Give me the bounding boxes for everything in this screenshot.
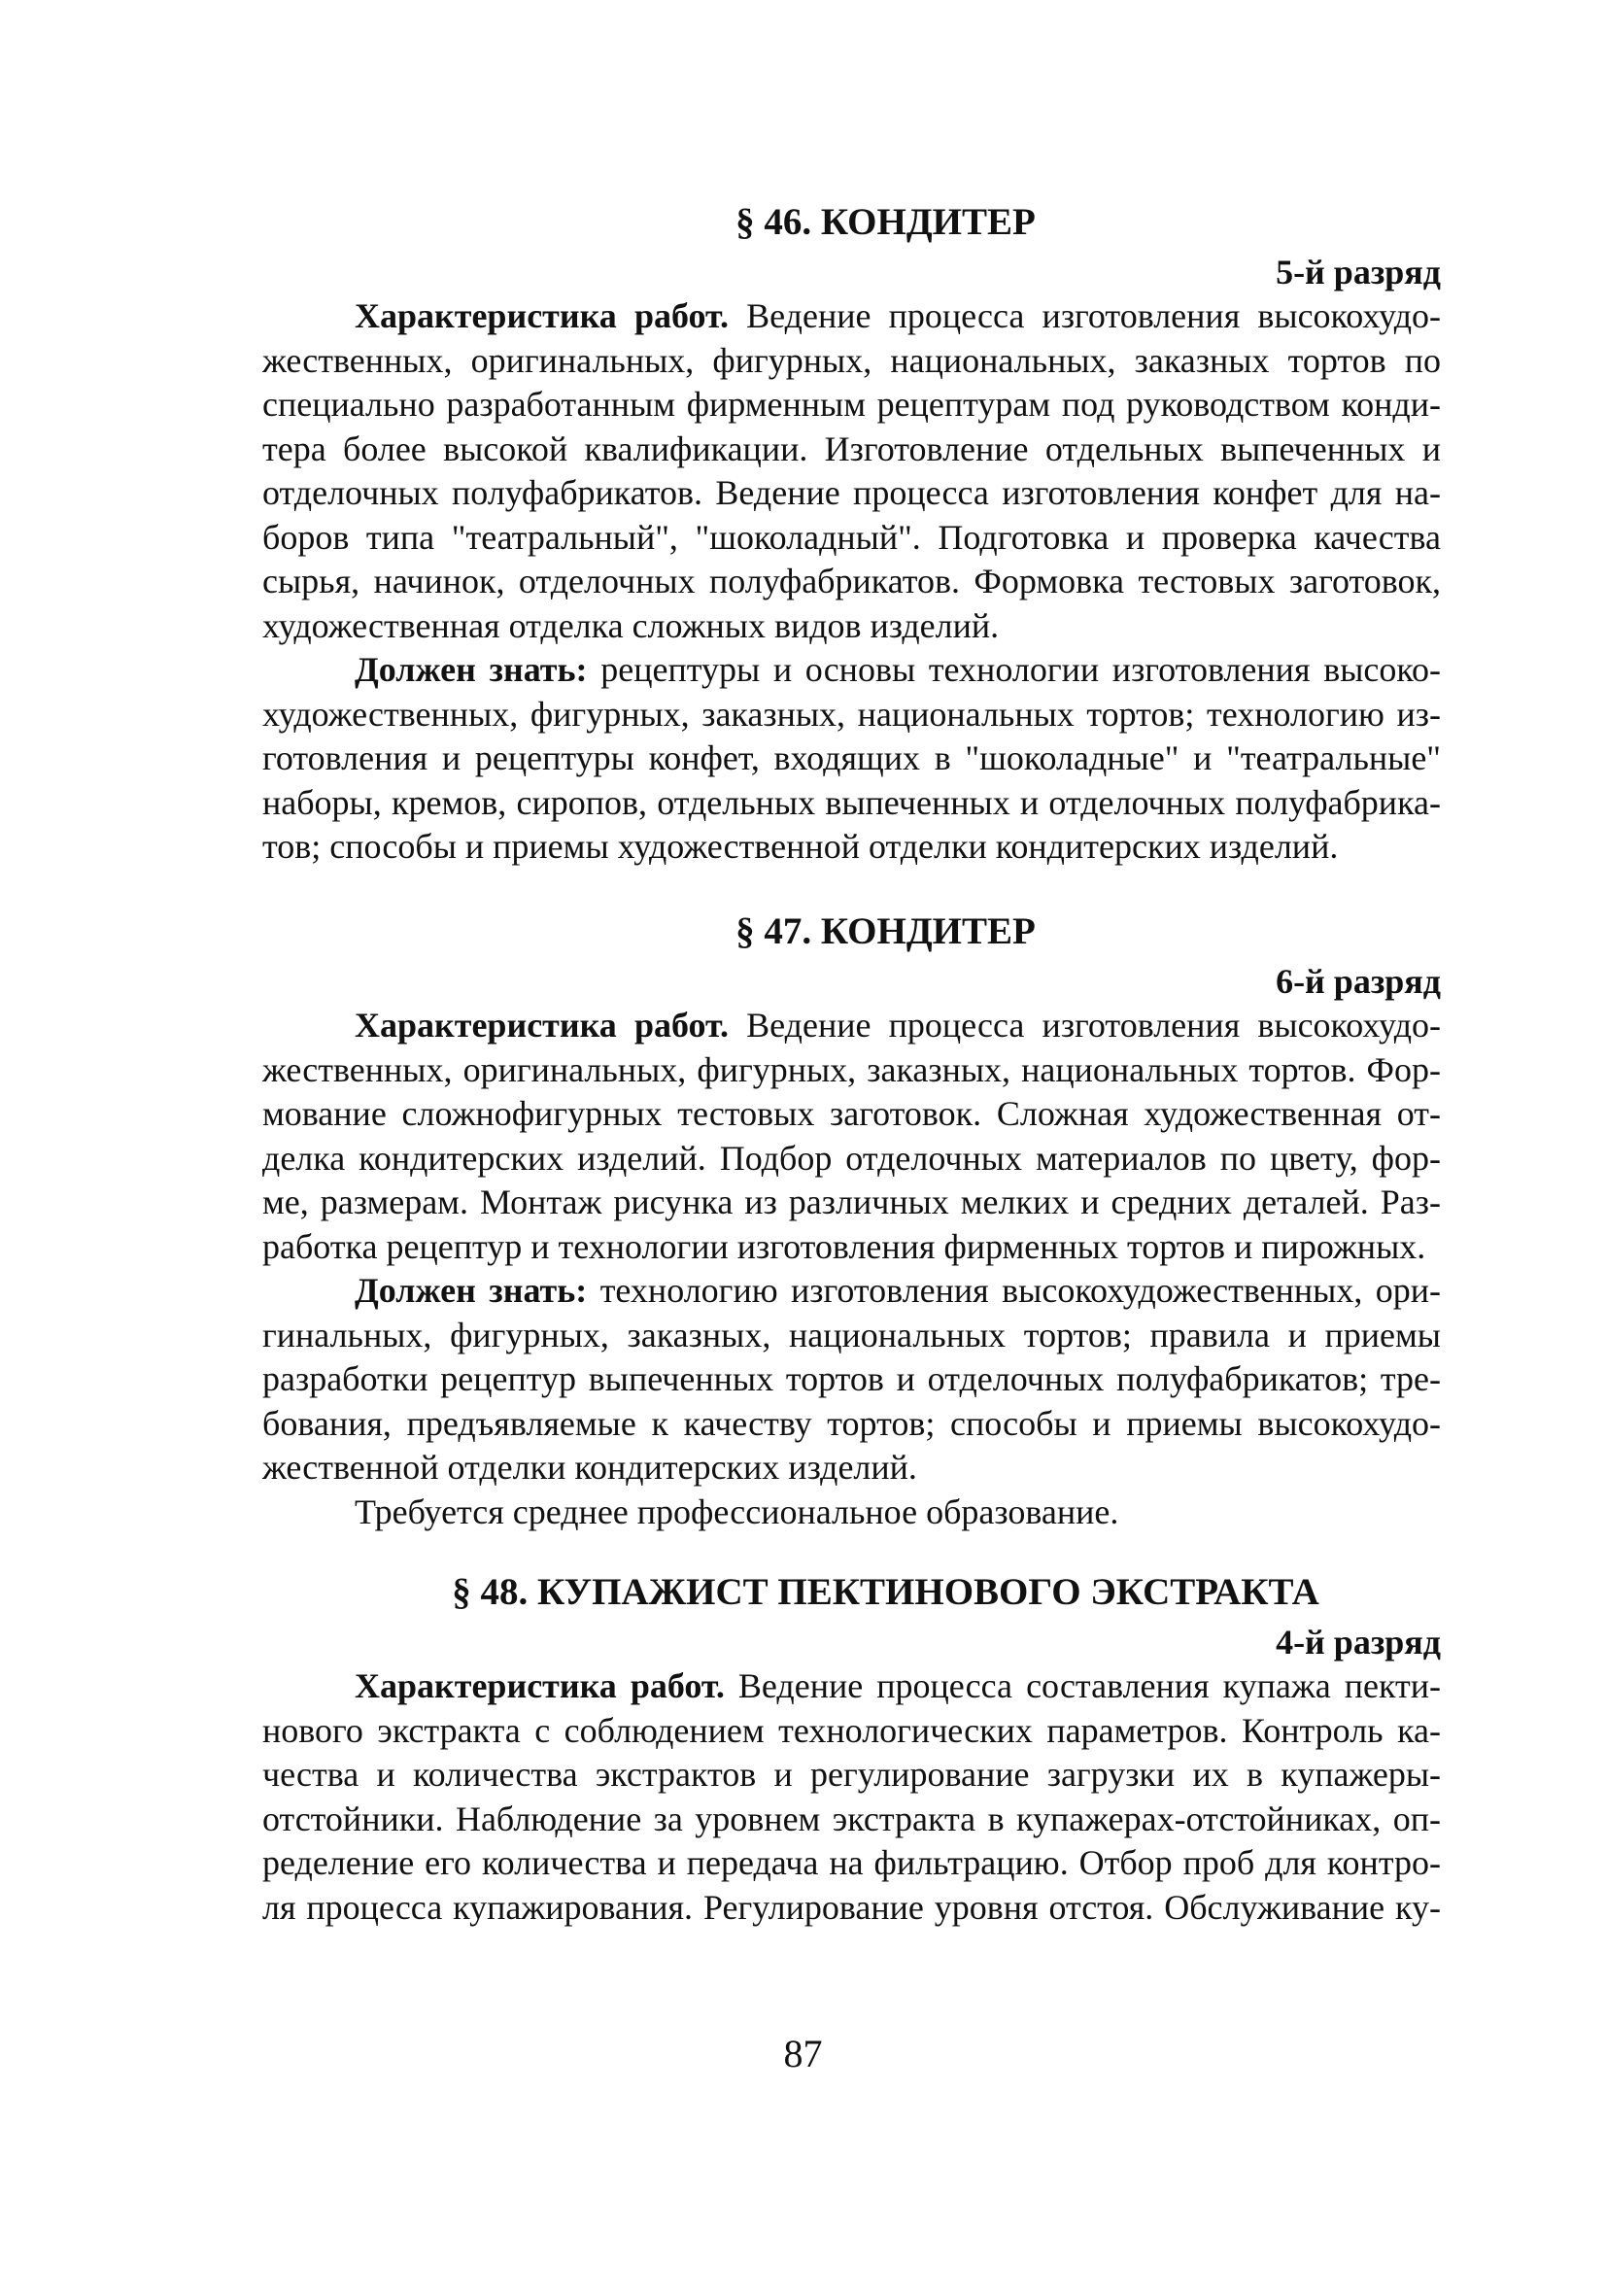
grade-label: 5-й разряд [1276, 253, 1441, 291]
section-46 [262, 199, 1441, 870]
section-title: § 48. КУПАЖИСТ ПЕКТИНОВОГО ЭКСТРАКТА [452, 1571, 1319, 1613]
characteristics-paragraph: Характеристика работ. Ведение процесса изготовления высокохудо- жественных, оригинальных, фигурных, национальных, заказных тортов по специально разработанным фирменным рецептурам под руководством конди- тера более высокой квалификации. Изготовление отдельных выпеченных и отделочных полуфабрикатов. Ведение процесса изготовления конфет для на- боров типа "театральный", "шоколадный". Подготовка и проверка качества сырья, начинок, отделочных полуфабрикатов. Формовка тестовых заготовок, художественная отделка сложных видов изделий. [262, 296, 1441, 645]
section-title: § 47. КОНДИТЕР [735, 910, 1036, 952]
section-48 [262, 1569, 1441, 1930]
education-requirement: Требуется среднее профессиональное образование. [355, 1491, 1119, 1531]
characteristics-label: Характеристика работ. [355, 1666, 725, 1705]
section-47 [262, 908, 1441, 1534]
characteristics-label: Характеристика работ. [355, 1006, 729, 1045]
characteristics-paragraph: Характеристика работ. Ведение процесса изготовления высокохудо- жественных, оригинальных, фигурных, заказных, национальных тортов. Фор- мование сложнофигурных тестовых заготовок. Сложная художественная от- делка кондитерских изделий. Подбор отделочных материалов по цвету, фор- ме, размерам. Монтаж рисунка из различных мелких и средних деталей. Раз- работка рецептур и технологии изготовления фирменных тортов и пирожных. [262, 1006, 1441, 1266]
section-title: § 46. КОНДИТЕР [735, 201, 1036, 243]
knowledge-paragraph: Должен знать: технологию изготовления высокохудожественных, ори- гинальных, фигурных, заказных, национальных тортов; правила и приемы разработки рецептур выпеченных тортов и отделочных полуфабрикатов; тре- бования, предъявляемые к качеству тортов; способы и приемы высокохудо- жественной отделки кондитерских изделий. [262, 1271, 1442, 1487]
characteristics-paragraph: Характеристика работ. Ведение процесса составления купажа пекти- нового экстракта с соблюдением технологических параметров. Контроль ка- чества и количества экстрактов и регулирование загрузки их в купажеры- отстойники. Наблюдение за уровнем экстракта в купажерах-отстойниках, оп- ределение его количества и передача на фильтрацию. Отбор проб для контро- ля процесса купажирования. Регулирование уровня отстоя. Обслуживание ку- [262, 1666, 1442, 1927]
page-number: 87 [783, 2032, 823, 2075]
characteristics-label: Характеристика работ. [355, 296, 729, 335]
grade-label: 6-й разряд [1276, 962, 1441, 1001]
grade-label: 4-й разряд [1276, 1623, 1441, 1662]
knowledge-label: Должен знать: [355, 650, 588, 689]
knowledge-paragraph: Должен знать: рецептуры и основы технологии изготовления высоко- художественных, фигурных, заказных, национальных тортов; технологию из- готовления и рецептуры конфет, входящих в "шоколадные" и "театральные" наборы, кремов, сиропов, отдельных выпеченных и отделочных полуфабрика- тов; способы и приемы художественной отделки кондитерских изделий. [262, 650, 1442, 866]
knowledge-label: Должен знать: [355, 1271, 588, 1310]
